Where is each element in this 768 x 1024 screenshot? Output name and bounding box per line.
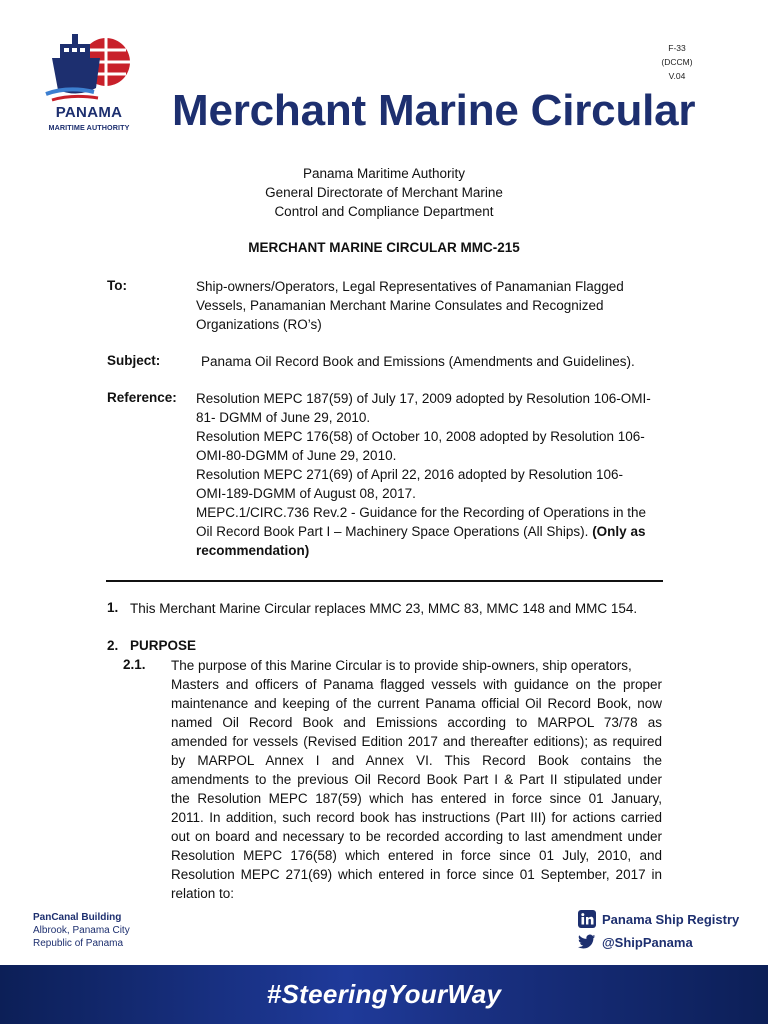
twitter-bird-icon xyxy=(578,934,596,950)
authority-line-3: Control and Compliance Department xyxy=(274,204,494,219)
footer-hashtag-banner xyxy=(0,965,768,1024)
linkedin-link[interactable] xyxy=(578,910,739,928)
to-line-1: Ship-owners/Operators, Legal Representatives of Panamanian Flagged xyxy=(196,279,624,294)
linkedin-icon xyxy=(578,910,596,928)
section-2-number: 2. xyxy=(107,638,119,653)
purpose-line-6: by MARPOL Annex I and Annex VI. This Record Book contains the xyxy=(171,753,662,768)
form-code-line-3: V.04 xyxy=(668,71,686,81)
twitter-link[interactable] xyxy=(578,933,693,951)
reference-line-8-text: Oil Record Book Part I – Machinery Space Operations (All Ships). xyxy=(196,524,589,539)
footer-address-building: PanCanal Building xyxy=(33,912,122,923)
purpose-line-3: maintenance and keeping of the current Panama official Oil Record Book, now xyxy=(171,696,662,711)
purpose-line-8: the Resolution MEPC 187(59) which has entered in force since 01 January, xyxy=(171,791,662,806)
subject-label: Subject: xyxy=(107,353,161,368)
reference-emphasis-line: recommendation) xyxy=(196,543,310,558)
reference-line-5: Resolution MEPC 271(69) of April 22, 2016 adopted by Resolution 106- xyxy=(196,467,624,482)
purpose-line-9: 2011. In addition, such record book has instructions (Part III) for actions carried xyxy=(171,810,662,825)
subject-text: Panama Oil Record Book and Emissions (Amendments and Guidelines). xyxy=(201,354,635,369)
reference-line-2: 81- DGMM of June 29, 2010. xyxy=(196,410,371,425)
form-code-line-1: F-33 xyxy=(668,43,686,53)
section-1-number: 1. xyxy=(107,600,119,615)
section-divider xyxy=(106,580,663,582)
reference-emphasis-inline: (Only as xyxy=(592,524,646,539)
hashtag-text: #SteeringYourWay xyxy=(266,979,502,1009)
purpose-line-11: Resolution MEPC 176(58) which entered in force since 01 July, 2010, and xyxy=(171,848,662,863)
purpose-line-12: Resolution MEPC 271(69) which entered in force since 01 September, 2017 in xyxy=(171,867,662,882)
authority-line-1: Panama Maritime Authority xyxy=(302,166,466,181)
reference-line-4: OMI-80-DGMM of June 29, 2010. xyxy=(196,448,397,463)
footer-address-city: Albrook, Panama City xyxy=(33,925,130,936)
linkedin-handle: Panama Ship Registry xyxy=(602,911,740,927)
section-2-heading: PURPOSE xyxy=(130,638,197,653)
purpose-line-4: named Oil Record Book and Emissions according to MARPOL 73/78 as xyxy=(171,715,662,730)
purpose-line-1: The purpose of this Marine Circular is to provide ship-owners, ship operators, xyxy=(171,658,632,673)
purpose-line-13: relation to: xyxy=(171,886,235,901)
authority-line-2: General Directorate of Merchant Marine xyxy=(265,185,503,200)
purpose-line-7: amendments to the previous Oil Record Book Part I & Part II stipulated under xyxy=(171,772,662,787)
footer-address-country: Republic of Panama xyxy=(33,938,124,949)
to-line-3: Organizations (RO’s) xyxy=(196,317,322,332)
twitter-handle: @ShipPanama xyxy=(602,934,693,950)
circular-number: MERCHANT MARINE CIRCULAR MMC-215 xyxy=(248,240,520,255)
reference-line-6: OMI-189-DGMM of August 08, 2017. xyxy=(196,486,416,501)
reference-label: Reference: xyxy=(107,390,177,405)
to-label: To: xyxy=(107,278,127,293)
section-1-text: This Merchant Marine Circular replaces MMC 23, MMC 83, MMC 148 and MMC 154. xyxy=(130,601,638,616)
logo-subtitle: MARITIME AUTHORITY xyxy=(48,123,130,132)
to-line-2: Vessels, Panamanian Merchant Marine Consulates and Recognized xyxy=(196,298,604,313)
reference-line-8 xyxy=(196,522,645,541)
purpose-line-5: amended for vessels (Revised Edition 2017 and thereafter editions); as required xyxy=(171,734,662,749)
reference-line-3: Resolution MEPC 176(58) of October 10, 2008 adopted by Resolution 106- xyxy=(196,429,645,444)
reference-line-7: MEPC.1/CIRC.736 Rev.2 - Guidance for the Recording of Operations in the xyxy=(196,505,646,520)
purpose-line-2: Masters and officers of Panama flagged vessels with guidance on the proper xyxy=(171,677,662,692)
document-title: Merchant Marine Circular xyxy=(172,86,696,135)
purpose-line-10: out on board and necessary to be recorded according to last amendment under xyxy=(171,829,662,844)
reference-line-1: Resolution MEPC 187(59) of July 17, 2009 adopted by Resolution 106-OMI- xyxy=(196,391,651,406)
logo-wordmark: PANAMA xyxy=(55,104,123,121)
form-code-line-2: (DCCM) xyxy=(661,57,693,67)
section-2-1-number: 2.1. xyxy=(123,657,146,672)
